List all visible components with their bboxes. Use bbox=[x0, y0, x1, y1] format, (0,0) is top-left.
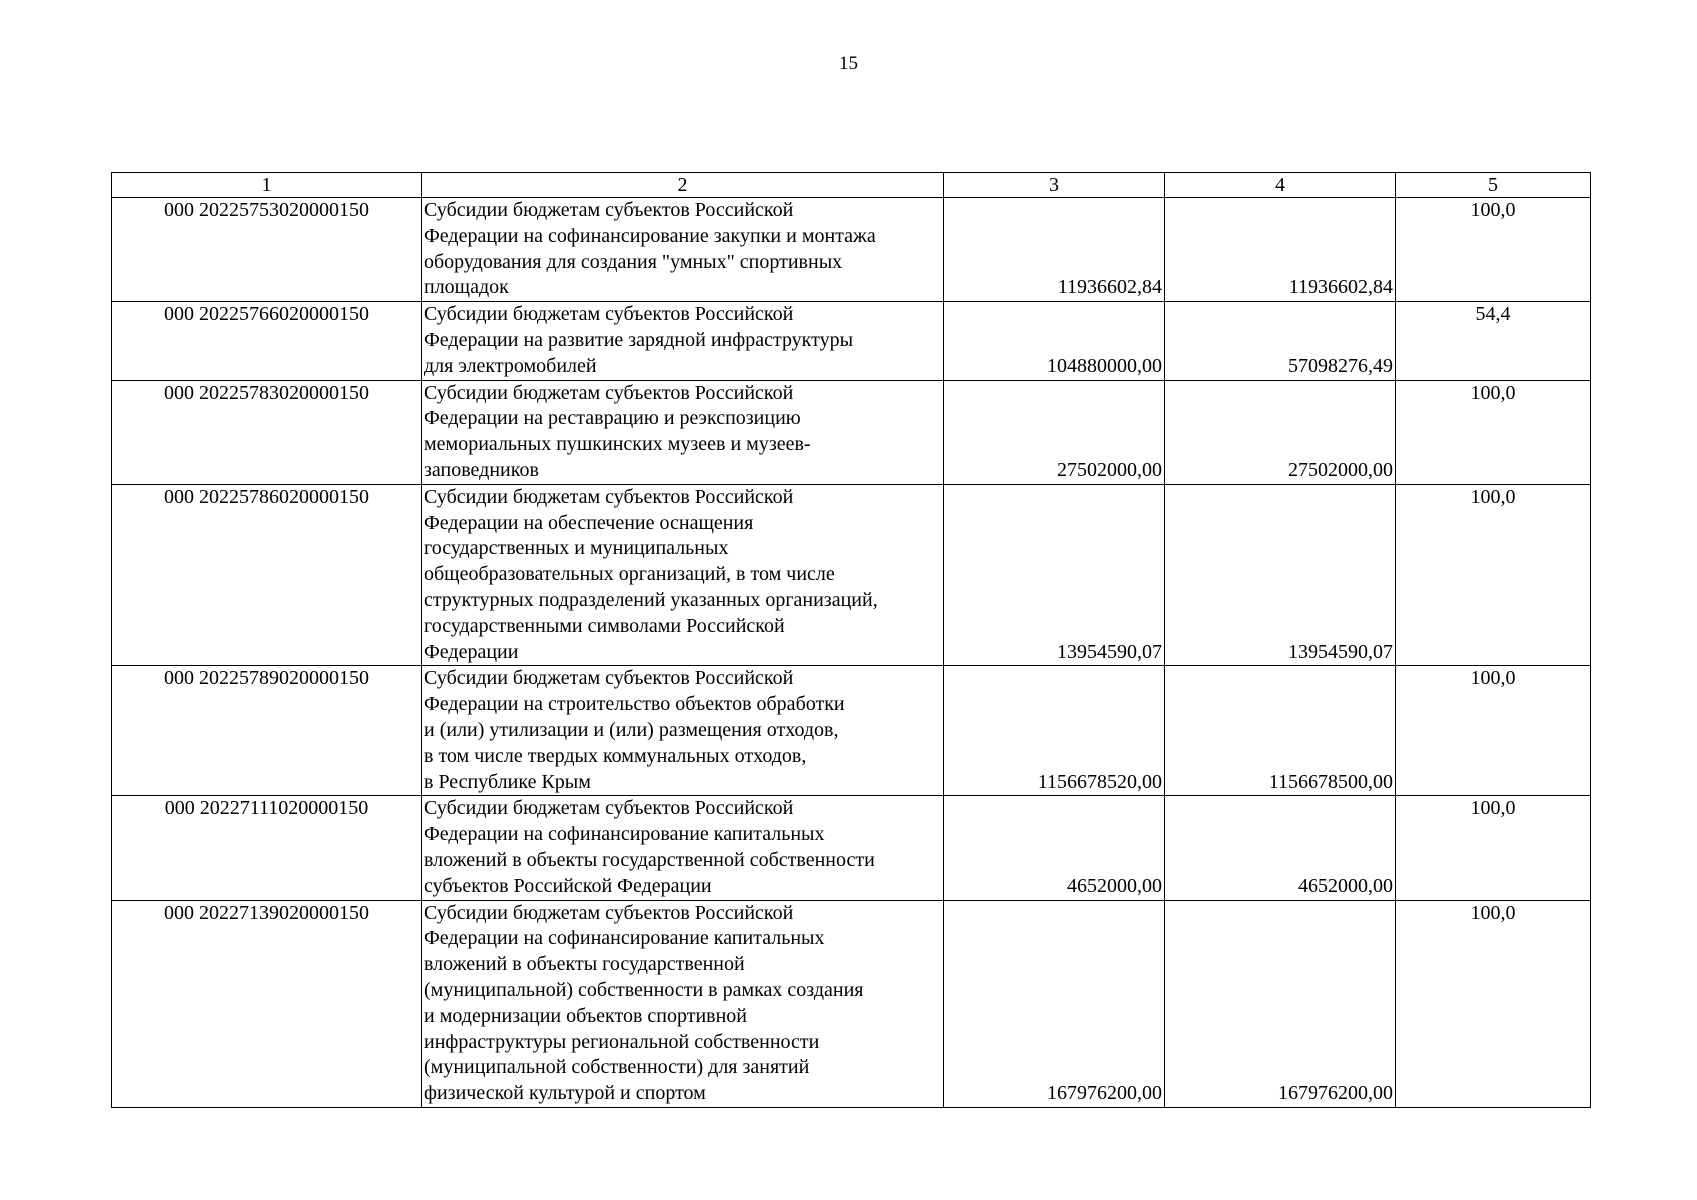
description-line: Федерации на реставрацию и реэкспозицию bbox=[424, 407, 801, 430]
description-line: Федерации на софинансирование капитальных bbox=[424, 823, 825, 846]
description-line: и модернизации объектов спортивной bbox=[424, 1004, 748, 1027]
amount-col4: 27502000,00 bbox=[1165, 380, 1396, 484]
column-header-5: 5 bbox=[1396, 173, 1591, 198]
row-description bbox=[422, 900, 944, 1107]
percent-col5: 100,0 bbox=[1396, 796, 1591, 900]
budget-code: 000 20227111020000150 bbox=[112, 796, 422, 900]
amount-col3: 1156678520,00 bbox=[944, 666, 1165, 796]
percent-col5: 100,0 bbox=[1396, 666, 1591, 796]
description-line: вложений в объекты государственной bbox=[424, 953, 745, 976]
description-line: Субсидии бюджетам субъектов Российской bbox=[424, 381, 794, 404]
column-header-2: 2 bbox=[422, 173, 944, 198]
description-line: Субсидии бюджетам субъектов Российской bbox=[424, 667, 794, 690]
description-line: для электромобилей bbox=[424, 354, 597, 377]
description-line: Субсидии бюджетам субъектов Российской bbox=[424, 901, 794, 924]
description-line: физической культурой и спортом bbox=[424, 1082, 706, 1105]
amount-col4: 167976200,00 bbox=[1165, 900, 1396, 1107]
description-line: площадок bbox=[424, 276, 509, 299]
table-row bbox=[112, 796, 1591, 900]
budget-code: 000 20227139020000150 bbox=[112, 900, 422, 1107]
budget-code: 000 20225766020000150 bbox=[112, 302, 422, 380]
description-line: мемориальных пушкинских музеев и музеев- bbox=[424, 433, 811, 456]
percent-col5: 100,0 bbox=[1396, 484, 1591, 666]
row-description bbox=[422, 666, 944, 796]
table-row bbox=[112, 302, 1591, 380]
description-line: Федерации на строительство объектов обработки bbox=[424, 693, 845, 716]
amount-col4: 13954590,07 bbox=[1165, 484, 1396, 666]
row-description bbox=[422, 796, 944, 900]
row-description bbox=[422, 302, 944, 380]
description-line: общеобразовательных организаций, в том числе bbox=[424, 563, 835, 586]
budget-code: 000 20225786020000150 bbox=[112, 484, 422, 666]
description-line: Федерации на софинансирование закупки и монтажа bbox=[424, 224, 876, 247]
description-line: структурных подразделений указанных организаций, bbox=[424, 588, 878, 611]
table-header-row bbox=[112, 173, 1591, 198]
amount-col4: 1156678500,00 bbox=[1165, 666, 1396, 796]
amount-col3: 27502000,00 bbox=[944, 380, 1165, 484]
description-line: оборудования для создания "умных" спортивных bbox=[424, 250, 843, 273]
description-line: инфраструктуры региональной собственности bbox=[424, 1030, 820, 1053]
amount-col3: 13954590,07 bbox=[944, 484, 1165, 666]
description-line: субъектов Российской Федерации bbox=[424, 874, 712, 897]
description-line: Федерации на софинансирование капитальных bbox=[424, 927, 825, 950]
budget-code: 000 20225789020000150 bbox=[112, 666, 422, 796]
budget-code: 000 20225783020000150 bbox=[112, 380, 422, 484]
description-line: Федерации на обеспечение оснащения bbox=[424, 511, 754, 534]
column-header-4: 4 bbox=[1165, 173, 1396, 198]
percent-col5: 100,0 bbox=[1396, 900, 1591, 1107]
table-row bbox=[112, 484, 1591, 666]
row-description bbox=[422, 198, 944, 302]
description-line: (муниципальной собственности) для занятий bbox=[424, 1056, 810, 1079]
description-line: в Республике Крым bbox=[424, 770, 591, 793]
budget-code: 000 20225753020000150 bbox=[112, 198, 422, 302]
amount-col4: 57098276,49 bbox=[1165, 302, 1396, 380]
description-line: в том числе твердых коммунальных отходов, bbox=[424, 744, 807, 767]
description-line: Субсидии бюджетам субъектов Российской bbox=[424, 303, 794, 326]
table-row bbox=[112, 900, 1591, 1107]
description-line: Федерации bbox=[424, 640, 519, 663]
description-line: вложений в объекты государственной собственности bbox=[424, 848, 875, 871]
row-description bbox=[422, 484, 944, 666]
amount-col4: 4652000,00 bbox=[1165, 796, 1396, 900]
budget-table bbox=[111, 172, 1591, 1108]
description-line: Федерации на развитие зарядной инфраструктуры bbox=[424, 328, 854, 351]
table-row bbox=[112, 380, 1591, 484]
table-row bbox=[112, 198, 1591, 302]
description-line: заповедников bbox=[424, 458, 539, 481]
page-number: 15 bbox=[839, 53, 858, 74]
description-line: Субсидии бюджетам субъектов Российской bbox=[424, 797, 794, 820]
description-line: Субсидии бюджетам субъектов Российской bbox=[424, 199, 794, 221]
row-description bbox=[422, 380, 944, 484]
description-line: Субсидии бюджетам субъектов Российской bbox=[424, 485, 794, 508]
amount-col4: 11936602,84 bbox=[1165, 198, 1396, 302]
description-line: государственных и муниципальных bbox=[424, 537, 729, 560]
percent-col5: 54,4 bbox=[1396, 302, 1591, 380]
table-row bbox=[112, 666, 1591, 796]
amount-col3: 11936602,84 bbox=[944, 198, 1165, 302]
description-line: и (или) утилизации и (или) размещения отходов, bbox=[424, 718, 839, 741]
percent-col5: 100,0 bbox=[1396, 198, 1591, 302]
amount-col3: 4652000,00 bbox=[944, 796, 1165, 900]
percent-col5: 100,0 bbox=[1396, 380, 1591, 484]
column-header-3: 3 bbox=[944, 173, 1165, 198]
description-line: (муниципальной) собственности в рамках создания bbox=[424, 978, 864, 1001]
column-header-1: 1 bbox=[112, 173, 422, 198]
amount-col3: 104880000,00 bbox=[944, 302, 1165, 380]
description-line: государственными символами Российской bbox=[424, 614, 785, 637]
amount-col3: 167976200,00 bbox=[944, 900, 1165, 1107]
